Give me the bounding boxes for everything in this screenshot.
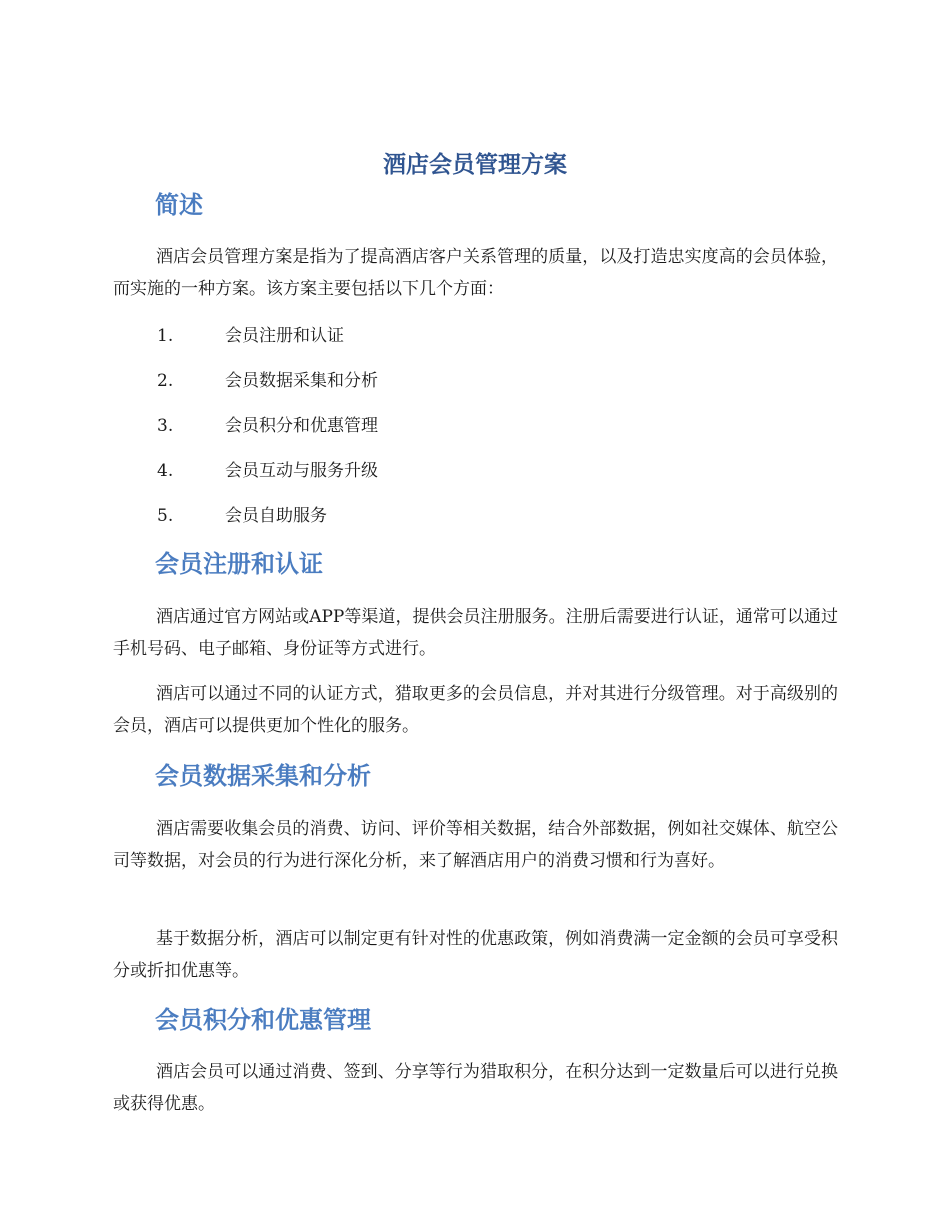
list-text: 会员数据采集和分析	[225, 371, 378, 391]
list-number: 4.	[157, 461, 174, 481]
paragraph: 酒店可以通过不同的认证方式，猎取更多的会员信息，并对其进行分级管理。对于高级别的会员，酒店可以提供更加个性化的服务。	[113, 684, 838, 736]
paragraph: 酒店通过官方网站或APP等渠道，提供会员注册服务。注册后需要进行认证，通常可以通过手机号码、电子邮箱、身份证等方式进行。	[113, 607, 838, 659]
list-text: 会员自助服务	[225, 506, 327, 526]
paragraph: 酒店会员管理方案是指为了提高酒店客户关系管理的质量，以及打造忠实度高的会员体验，而实施的一种方案。该方案主要包括以下几个方面：	[113, 247, 838, 299]
paragraph: 基于数据分析，酒店可以制定更有针对性的优惠政策，例如消费满一定金额的会员可享受积分或折扣优惠等。	[113, 929, 838, 981]
list-item	[157, 412, 378, 440]
list-number: 3.	[157, 416, 174, 436]
document-title: 酒店会员管理方案	[383, 152, 567, 178]
section-heading-registration: 会员注册和认证	[155, 550, 323, 578]
list-item	[157, 322, 344, 350]
list-text: 会员互动与服务升级	[225, 461, 378, 481]
list-item	[157, 502, 327, 530]
list-item	[157, 367, 378, 395]
list-item	[157, 457, 378, 485]
list-number: 2.	[157, 371, 174, 391]
section-heading-data-analysis: 会员数据采集和分析	[155, 762, 371, 790]
section-heading-overview: 简述	[155, 191, 203, 219]
section-heading-points: 会员积分和优惠管理	[155, 1006, 371, 1034]
list-text: 会员注册和认证	[225, 326, 344, 346]
list-number: 5.	[157, 506, 174, 526]
paragraph: 酒店会员可以通过消费、签到、分享等行为猎取积分，在积分达到一定数量后可以进行兑换或获得优惠。	[113, 1062, 838, 1114]
list-number: 1.	[157, 326, 174, 346]
list-text: 会员积分和优惠管理	[225, 416, 378, 436]
paragraph: 酒店需要收集会员的消费、访问、评价等相关数据，结合外部数据，例如社交媒体、航空公司等数据，对会员的行为进行深化分析，来了解酒店用户的消费习惯和行为喜好。	[113, 819, 838, 871]
